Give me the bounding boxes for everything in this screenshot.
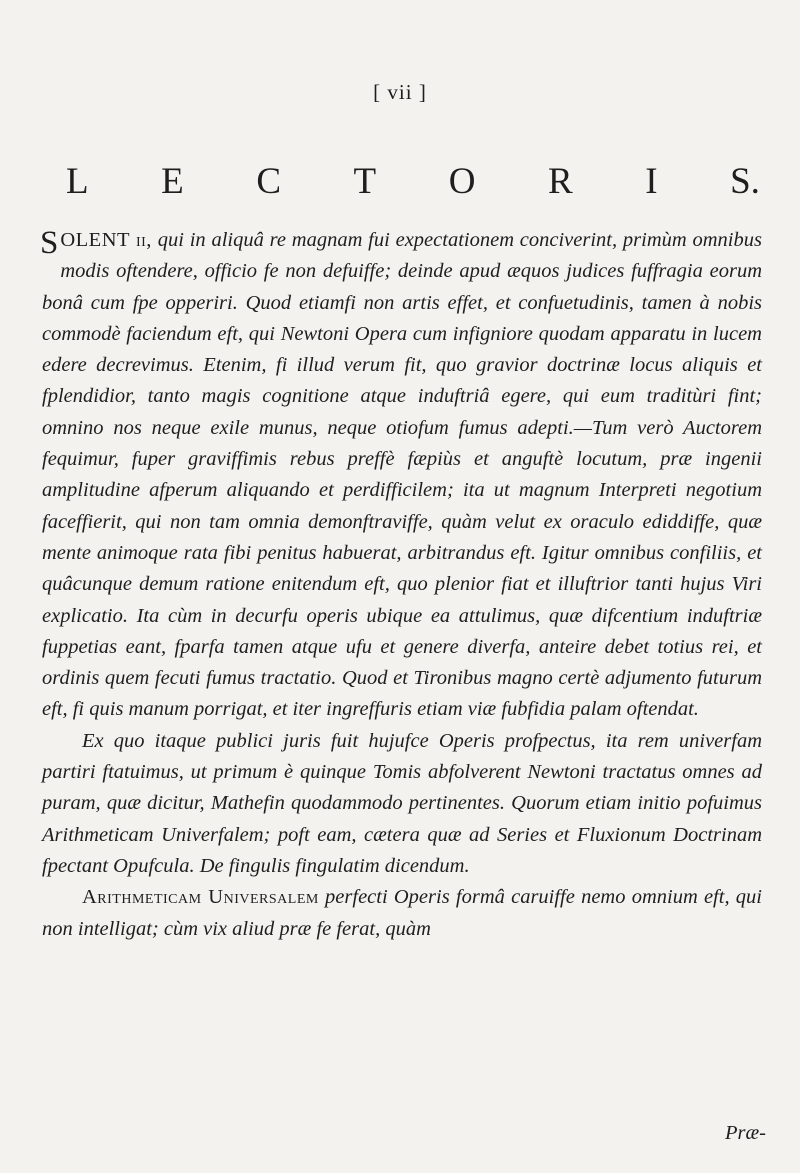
- heading-letter: C: [256, 161, 281, 202]
- paragraph-1: [42, 225, 762, 726]
- page-number: [ vii ]: [373, 80, 427, 104]
- heading-letter: I: [645, 161, 658, 202]
- heading-letter: S.: [730, 161, 760, 202]
- paragraph-3: [42, 882, 762, 945]
- paragraph-3-lead: Arithmeticam Universalem: [82, 886, 319, 909]
- paragraph-1-lead: OLENT ii,: [60, 229, 152, 251]
- paragraph-3-text: perfecti Operis formâ caruiffe nemo omnium eft, qui non intelligat; cùm vix aliud præ fe ferat, quàm: [42, 886, 762, 940]
- paragraph-1-text: qui in aliquâ re magnam fui expectationem conciverint, primùm omnibus modis oftendere, officio fe non defuiffe; deinde apud æquos judices fuffragia eorum bonâ cum fpe opperiri. Quod etiamfi non artis effet, et confuetudinis, tamen à nobis commodè faciendum eft, qui Newtoni Opera cum infigniore quodam apparatu in lucem edere decrevimus. Etenim, fi illud verum fit, quo gravior doctrinæ locus aliquis et fplendidior, tanto magis cognitione atque induftriâ egere, qui eum traditùri fint; omnino nos neque exile munus, neque otiofum fumus adepti.—Tum verò Auctorem fequimur, fuper graviffimis rebus preffè fæpiùs et anguftè locutum, præ ingenii amplitudine afperum aliquando et perdifficilem; ita ut magnum Interpreti negotium faceffierit, qui non tam omnia demonftraviffe, quàm velut ex oraculo ediddiffe, quæ mente animoque rata fibi penitus habuerat, arbitrandus eft. Igitur omnibus confiliis, et quâcunque demum ratione enitendum eft, quo plenior fiat et illuftrior tanti hujus Viri explicatio. Ita cùm in decurfu operis ubique ea attulimus, quæ difcentium induftriæ fuppetias eant, fparfa tamen atque ufu et genere diverfa, anteire debet totius rei, et ordinis quem fecuti fumus tractatio. Quod et Tironibus magno certè adjumento futurum eft, fi quis manum porrigat, et iter ingreffuris etiam viæ fubfidia palam oftendat.: [42, 229, 762, 721]
- catchword: Præ-: [725, 1122, 766, 1144]
- body-text: [42, 225, 762, 945]
- section-heading: [66, 160, 760, 203]
- heading-letter: T: [353, 161, 377, 202]
- heading-letter: R: [547, 161, 573, 202]
- heading-letter: L: [66, 161, 89, 202]
- heading-letter: O: [448, 161, 476, 202]
- drop-cap: S: [40, 225, 59, 261]
- heading-letter: E: [161, 161, 184, 202]
- paragraph-2: Ex quo itaque publici juris fuit hujufce Operis profpectus, ita rem univerfam partiri ftatuimus, ut primum è quinque Tomis abfolverent Newtoni tractatus omnes ad puram, quæ dicitur, Mathefin quodammodo pertinentes. Quorum etiam initio pofuimus Arithmeticam Univerfalem; poft eam, cætera quæ ad Series et Fluxionum Doctrinam fpectant Opufcula. De fingulis fingulatim dicendum.: [42, 729, 762, 877]
